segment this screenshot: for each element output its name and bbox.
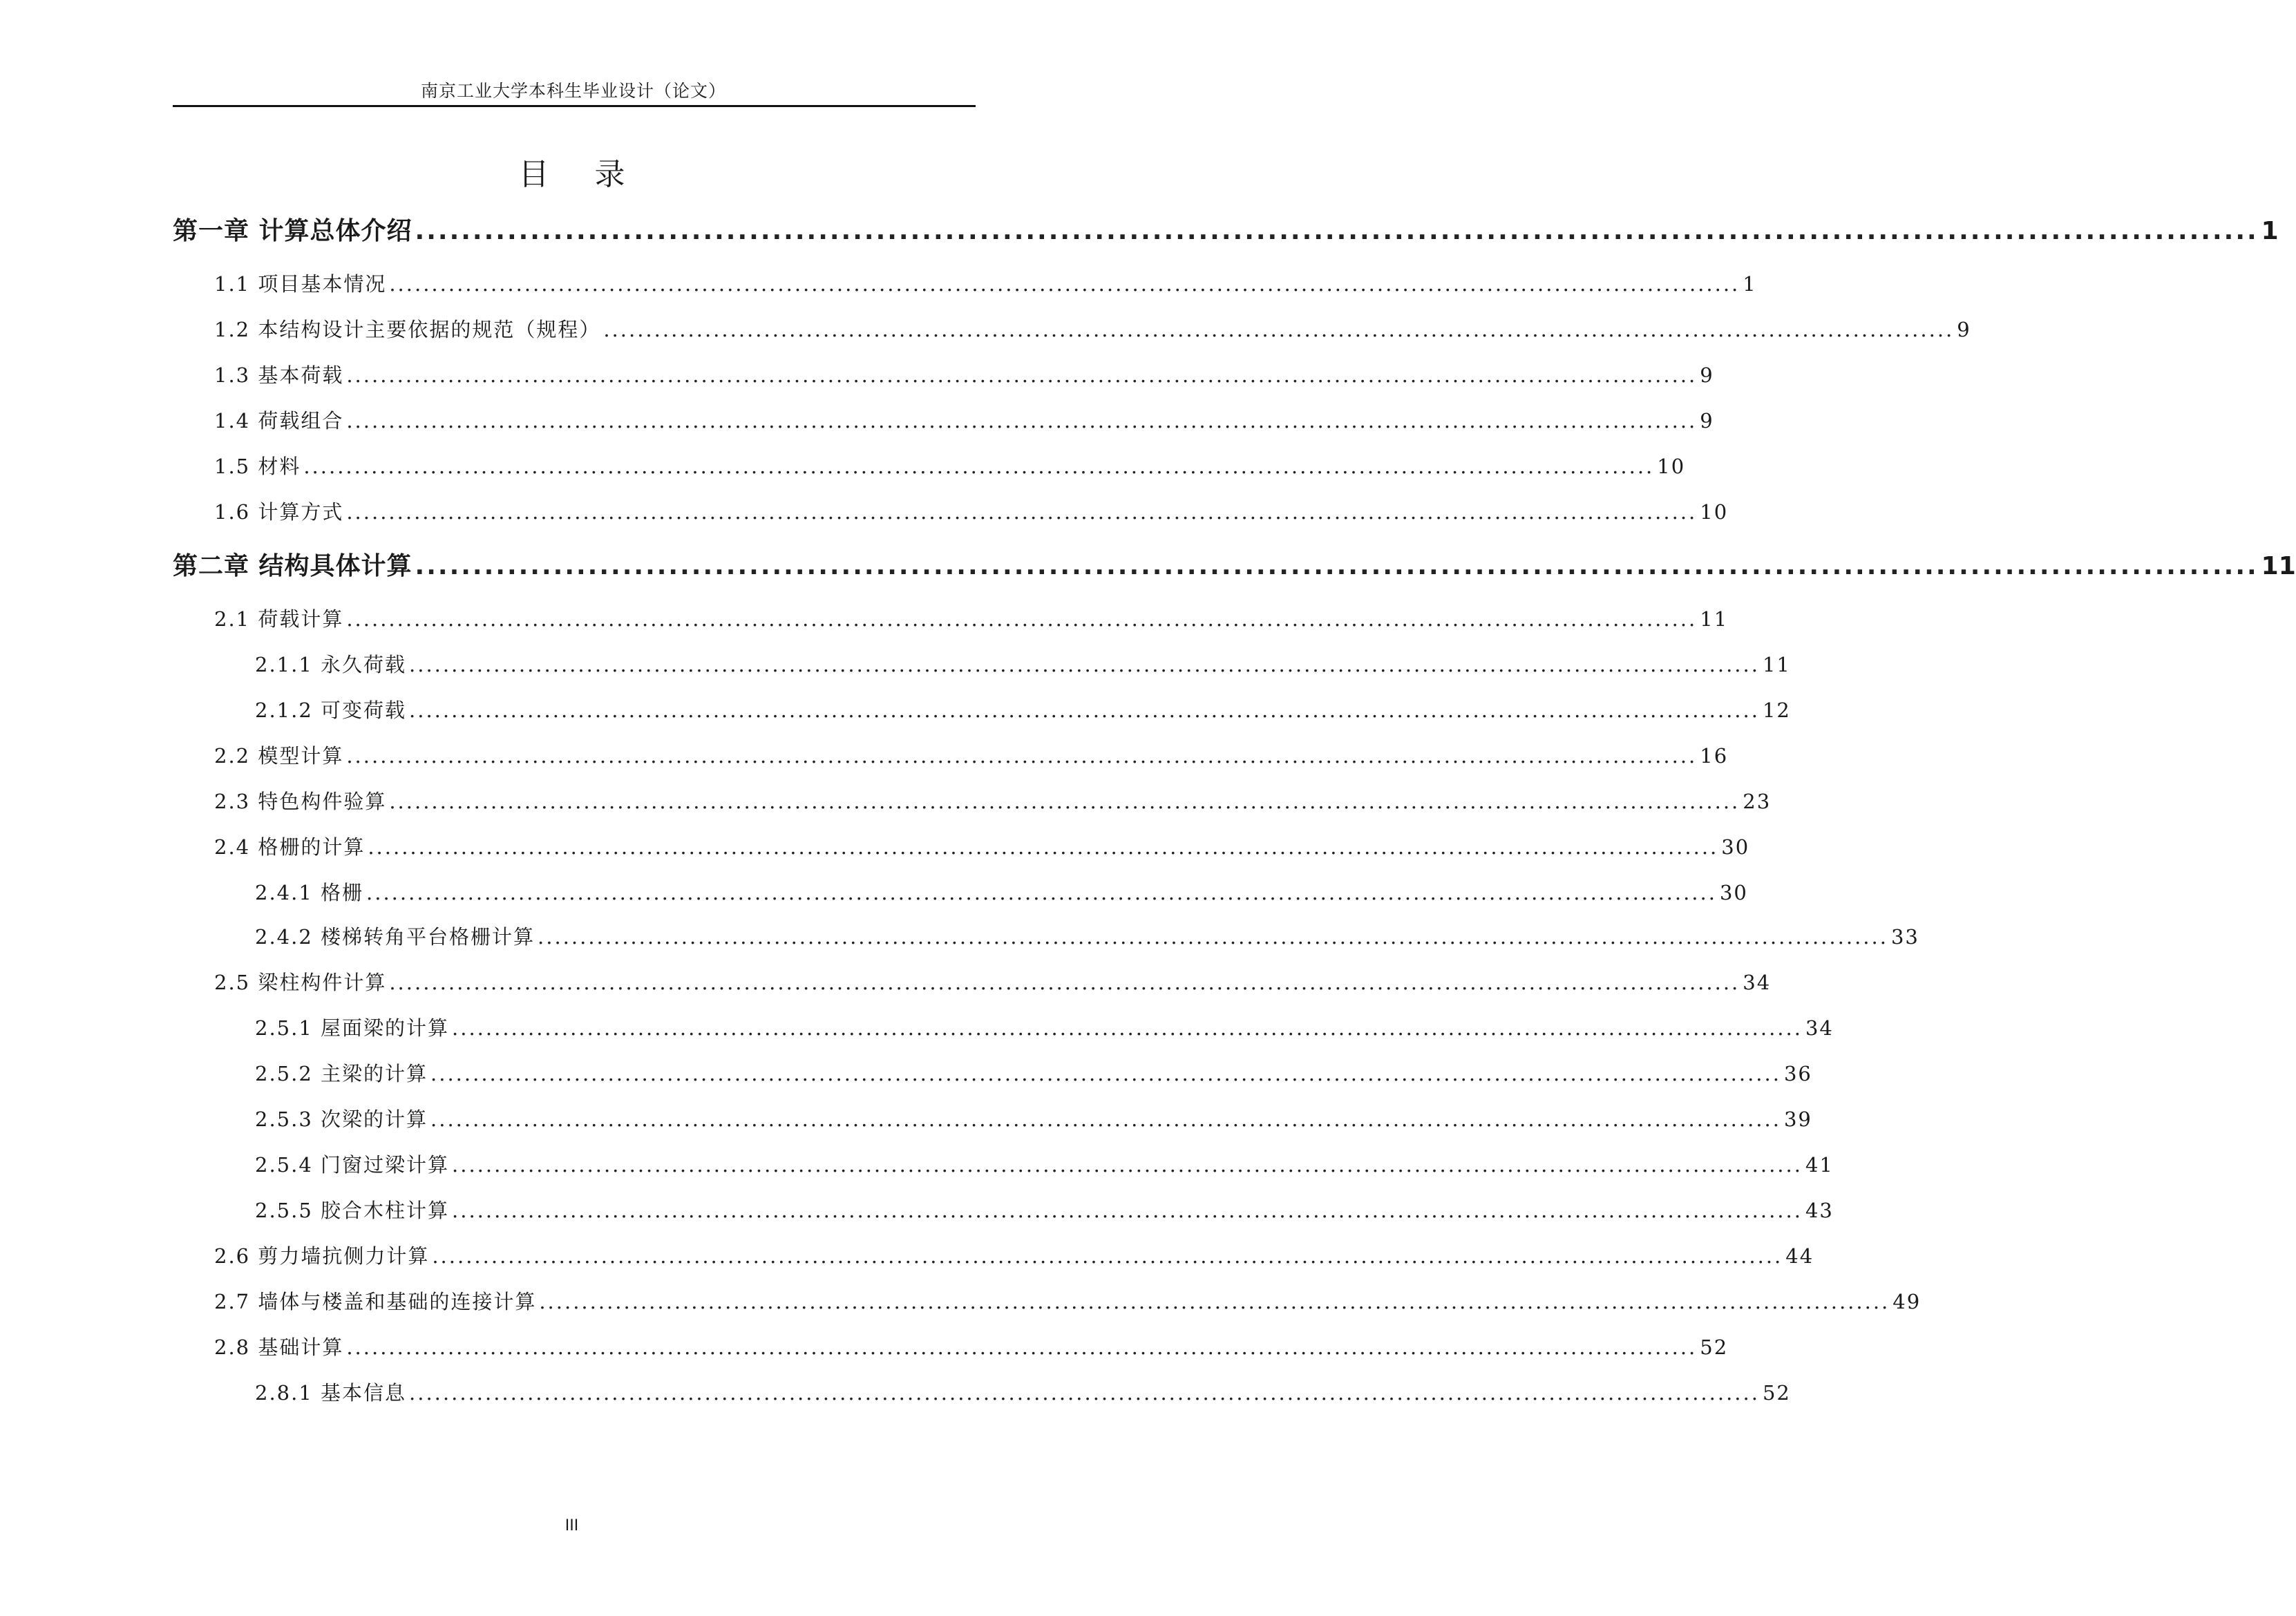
- toc-entry-label: 2.5.1 屋面梁的计算: [255, 1016, 450, 1040]
- toc-entry-1-3[interactable]: [214, 360, 1714, 388]
- toc-entry-1-5[interactable]: [214, 451, 1686, 479]
- toc-entry-1-6[interactable]: [214, 497, 1729, 525]
- toc-dot-leader: ................................................................................................................................................................: [346, 500, 1698, 524]
- toc-entry-2-5[interactable]: [214, 967, 1772, 996]
- toc-dot-leader: ................................................................................................................................................................: [415, 552, 2259, 580]
- toc-dot-leader: ................................................................................................................................................................: [346, 744, 1698, 768]
- toc-entry-page: 10: [1700, 500, 1729, 524]
- toc-dot-leader: ................................................................................................................................................................: [409, 1381, 1760, 1405]
- toc-entry-2-5-4[interactable]: [255, 1150, 1834, 1178]
- toc-entry-label: 2.1.1 永久荷载: [255, 653, 407, 676]
- toc-title: 目 录: [518, 157, 643, 192]
- toc-entry-2-2[interactable]: [214, 741, 1729, 769]
- toc-entry-2-4-1[interactable]: [255, 877, 1748, 906]
- toc-dot-leader: ................................................................................................................................................................: [452, 1016, 1803, 1040]
- toc-entry-label: 1.3 基本荷载: [214, 363, 344, 387]
- toc-entry-label: 2.1 荷载计算: [214, 607, 344, 631]
- toc-entry-label: 2.1.2 可变荷载: [255, 698, 407, 722]
- toc-entry-label: 2.5.2 主梁的计算: [255, 1062, 428, 1085]
- toc-entry-chapter-1[interactable]: [173, 211, 2279, 247]
- toc-entry-page: 36: [1783, 1062, 1812, 1085]
- toc-entry-page: 52: [1762, 1381, 1791, 1405]
- toc-entry-2-8-1[interactable]: [255, 1378, 1791, 1406]
- toc-entry-label: 1.2 本结构设计主要依据的规范（规程）: [214, 318, 601, 341]
- toc-dot-leader: ................................................................................................................................................................: [452, 1153, 1803, 1177]
- toc-dot-leader: ................................................................................................................................................................: [389, 790, 1740, 813]
- toc-dot-leader: ................................................................................................................................................................: [346, 409, 1698, 432]
- toc-entry-2-3[interactable]: [214, 786, 1772, 815]
- toc-dot-leader: ................................................................................................................................................................: [346, 607, 1698, 631]
- toc-entry-page: 34: [1805, 1016, 1834, 1040]
- toc-entry-2-4-2[interactable]: [255, 922, 1919, 950]
- toc-entry-label: 2.4.2 楼梯转角平台格栅计算: [255, 925, 535, 949]
- toc-entry-label: 1.4 荷载组合: [214, 409, 344, 432]
- toc-entry-page: 1: [1743, 272, 1757, 296]
- toc-dot-leader: ................................................................................................................................................................: [430, 1062, 1781, 1085]
- toc-entry-2-6[interactable]: [214, 1241, 1814, 1269]
- toc-entry-label: 2.3 特色构件验算: [214, 790, 387, 813]
- toc-entry-page: 9: [1700, 363, 1714, 387]
- toc-entry-page: 23: [1743, 790, 1772, 813]
- toc-entry-label: 1.5 材料: [214, 455, 301, 478]
- toc-entry-label: 第一章 计算总体介绍: [173, 217, 412, 245]
- toc-entry-page: 43: [1805, 1199, 1834, 1222]
- toc-entry-label: 2.5.4 门窗过梁计算: [255, 1153, 450, 1177]
- toc-entry-label: 2.2 模型计算: [214, 744, 344, 768]
- toc-entry-label: 2.5 梁柱构件计算: [214, 971, 387, 994]
- toc-dot-leader: ................................................................................................................................................................: [430, 1108, 1781, 1131]
- toc-entry-page: 1: [2261, 217, 2279, 245]
- toc-dot-leader: ................................................................................................................................................................: [452, 1199, 1803, 1222]
- toc-entry-label: 2.8 基础计算: [214, 1335, 344, 1359]
- toc-entry-2-5-5[interactable]: [255, 1195, 1834, 1224]
- toc-entry-label: 2.5.3 次梁的计算: [255, 1108, 428, 1131]
- toc-entry-page: 9: [1700, 409, 1714, 432]
- toc-entry-label: 2.6 剪力墙抗侧力计算: [214, 1244, 430, 1268]
- toc-entry-page: 30: [1721, 835, 1750, 859]
- toc-entry-label: 2.8.1 基本信息: [255, 1381, 407, 1405]
- toc-entry-2-4[interactable]: [214, 832, 1750, 860]
- toc-entry-page: 11: [1700, 607, 1729, 631]
- toc-entry-page: 39: [1783, 1108, 1812, 1131]
- toc-dot-leader: ................................................................................................................................................................: [603, 318, 1955, 341]
- running-header: 南京工业大学本科生毕业设计（论文）: [420, 81, 726, 101]
- toc-dot-leader: ................................................................................................................................................................: [539, 1290, 1890, 1313]
- toc-entry-1-4[interactable]: [214, 406, 1714, 434]
- toc-entry-page: 10: [1657, 455, 1686, 478]
- toc-dot-leader: ................................................................................................................................................................: [409, 653, 1760, 676]
- toc-entry-page: 41: [1805, 1153, 1834, 1177]
- page-number: III: [564, 1517, 579, 1534]
- toc-dot-leader: ................................................................................................................................................................: [415, 217, 2259, 245]
- toc-dot-leader: ................................................................................................................................................................: [346, 1335, 1698, 1359]
- toc-entry-label: 1.6 计算方式: [214, 500, 344, 524]
- toc-entry-page: 30: [1719, 881, 1748, 904]
- toc-entry-page: 44: [1785, 1244, 1814, 1268]
- toc-entry-page: 9: [1957, 318, 1971, 341]
- toc-entry-label: 1.1 项目基本情况: [214, 272, 387, 296]
- toc-entry-page: 52: [1700, 1335, 1729, 1359]
- toc-dot-leader: ................................................................................................................................................................: [346, 363, 1698, 387]
- toc-entry-label: 2.4.1 格栅: [255, 881, 364, 904]
- toc-entry-page: 34: [1743, 971, 1772, 994]
- toc-dot-leader: ................................................................................................................................................................: [303, 455, 1655, 478]
- toc-entry-page: 11: [1762, 653, 1791, 676]
- toc-dot-leader: ................................................................................................................................................................: [389, 971, 1740, 994]
- toc-dot-leader: ................................................................................................................................................................: [368, 835, 1719, 859]
- toc-entry-label: 第二章 结构具体计算: [173, 552, 412, 580]
- toc-entry-page: 49: [1892, 1290, 1922, 1313]
- toc-entry-label: 2.5.5 胶合木柱计算: [255, 1199, 450, 1222]
- toc-entry-1-1[interactable]: [214, 269, 1757, 297]
- toc-dot-leader: ................................................................................................................................................................: [538, 925, 1888, 949]
- toc-entry-2-1-1[interactable]: [255, 649, 1791, 678]
- toc-entry-page: 11: [2261, 552, 2296, 580]
- toc-entry-page: 16: [1700, 744, 1729, 768]
- toc-entry-label: 2.7 墙体与楼盖和基础的连接计算: [214, 1290, 537, 1313]
- toc-entry-2-7[interactable]: [214, 1286, 1922, 1315]
- toc-dot-leader: ................................................................................................................................................................: [366, 881, 1717, 904]
- toc-entry-1-2[interactable]: [214, 314, 1971, 343]
- toc-entry-page: 12: [1762, 698, 1791, 722]
- toc-entry-2-5-2[interactable]: [255, 1058, 1812, 1087]
- toc-entry-label: 2.4 格栅的计算: [214, 835, 366, 859]
- toc-entry-page: 33: [1890, 925, 1919, 949]
- toc-entry-2-8[interactable]: [214, 1332, 1729, 1360]
- toc-entry-chapter-2[interactable]: [173, 546, 2296, 582]
- toc-entry-2-5-1[interactable]: [255, 1013, 1834, 1041]
- toc-entry-2-1[interactable]: [214, 604, 1729, 632]
- toc-dot-leader: ................................................................................................................................................................: [432, 1244, 1783, 1268]
- toc-entry-2-5-3[interactable]: [255, 1104, 1812, 1132]
- toc-entry-2-1-2[interactable]: [255, 695, 1791, 723]
- toc-dot-leader: ................................................................................................................................................................: [409, 698, 1760, 722]
- toc-dot-leader: ................................................................................................................................................................: [389, 272, 1740, 296]
